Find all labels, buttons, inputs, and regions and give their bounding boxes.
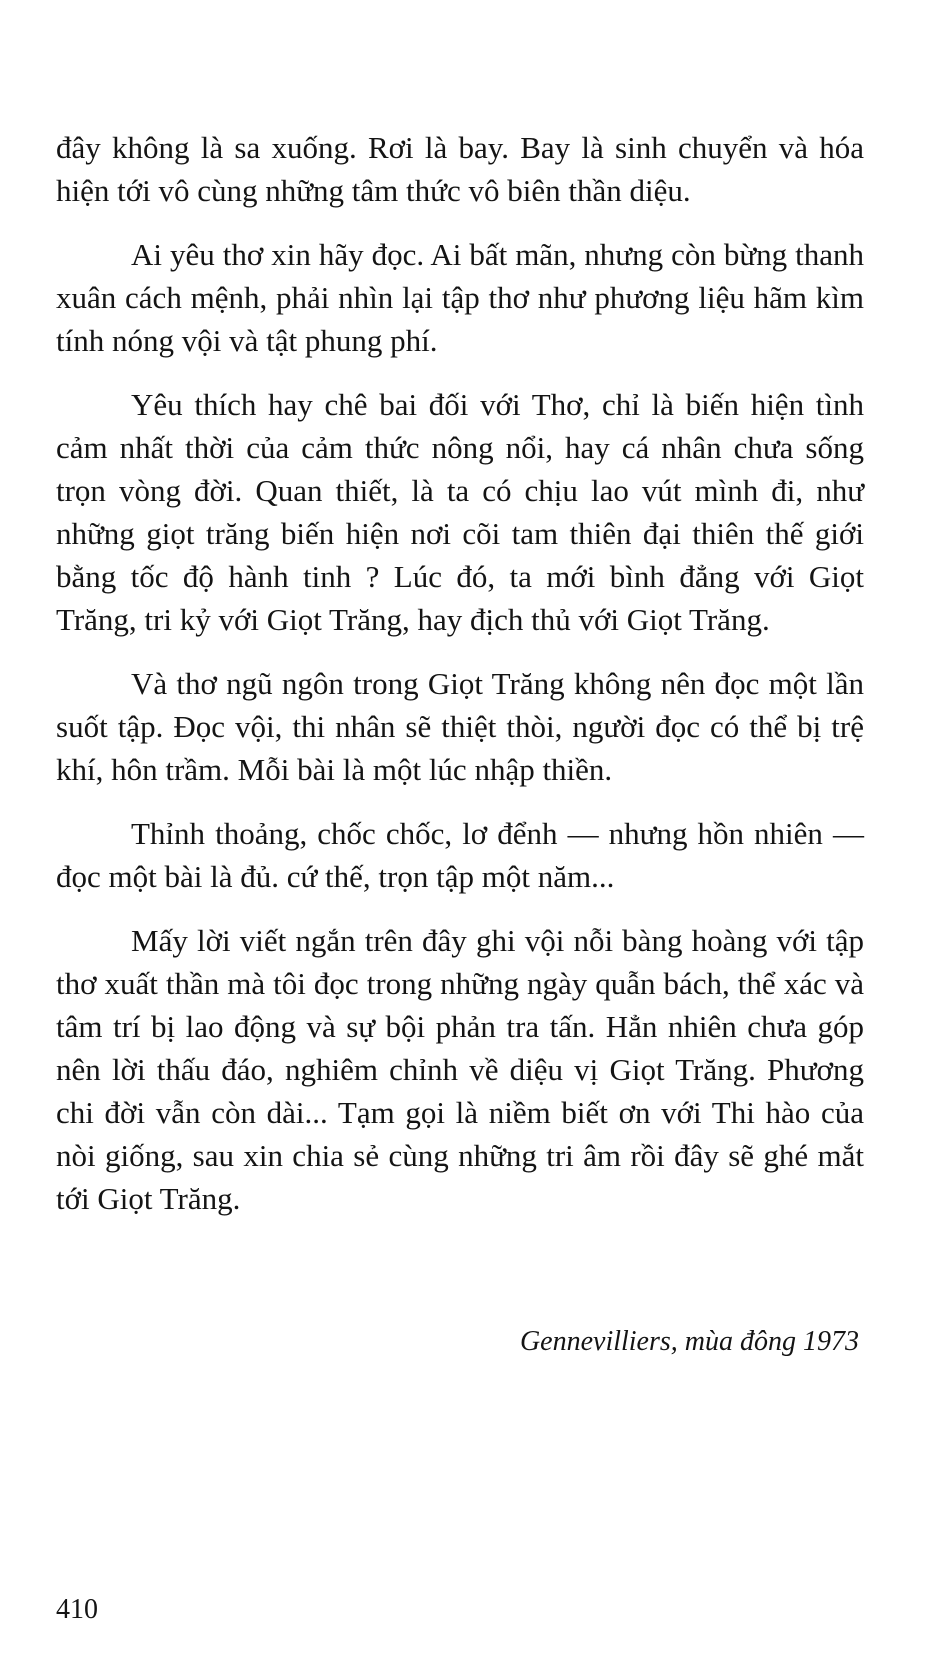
paragraph: Yêu thích hay chê bai đối với Thơ, chỉ là biến hiện tình cảm nhất thời của cảm thức nông nổi, hay cá nhân chưa sống trọn vòng đời. Quan thiết, là ta có chịu lao vút mình đi, như những giọt trăng biến hiện nơi cõi tam thiên đại thiên thế giới bằng tốc độ hành tinh ? Lúc đó, ta mới bình đẳng với Giọt Trăng, tri kỷ với Giọt Trăng, hay địch thủ với Giọt Trăng. <box>56 387 864 637</box>
paragraph: Mấy lời viết ngắn trên đây ghi vội nỗi bàng hoàng với tập thơ xuất thần mà tôi đọc trong những ngày quẫn bách, thể xác và tâm trí bị lao động và sự bội phản tra tấn. Hẳn nhiên chưa góp nên lời thấu đáo, nghiêm chỉnh về diệu vị Giọt Trăng. Phương chi đời vẫn còn dài... Tạm gọi là niềm biết ơn với Thi hào của nòi giống, sau xin chia sẻ cùng những tri âm rồi đây sẽ ghé mắt tới Giọt Trăng. <box>56 923 864 1216</box>
place-date-signature: Gennevilliers, mùa đông 1973 <box>519 1326 859 1357</box>
paragraph: Thỉnh thoảng, chốc chốc, lơ đểnh — nhưng hồn nhiên — đọc một bài là đủ. cứ thế, trọn tập một năm... <box>56 816 864 894</box>
paragraph-continuation: đây không là sa xuống. Rơi là bay. Bay là sinh chuyển và hóa hiện tới vô cùng những tâm thức vô biên thần diệu. <box>56 130 864 208</box>
paragraph: Và thơ ngũ ngôn trong Giọt Trăng không nên đọc một lần suốt tập. Đọc vội, thi nhân sẽ thiệt thòi, người đọc có thể bị trệ khí, hôn trầm. Mỗi bài là một lúc nhập thiền. <box>56 666 864 787</box>
paragraph: Ai yêu thơ xin hãy đọc. Ai bất mãn, nhưng còn bừng thanh xuân cách mệnh, phải nhìn lại tập thơ như phương liệu hãm kìm tính nóng vội và tật phung phí. <box>56 237 864 358</box>
page-number: 410 <box>56 1594 98 1625</box>
body-text <box>56 126 864 1241</box>
